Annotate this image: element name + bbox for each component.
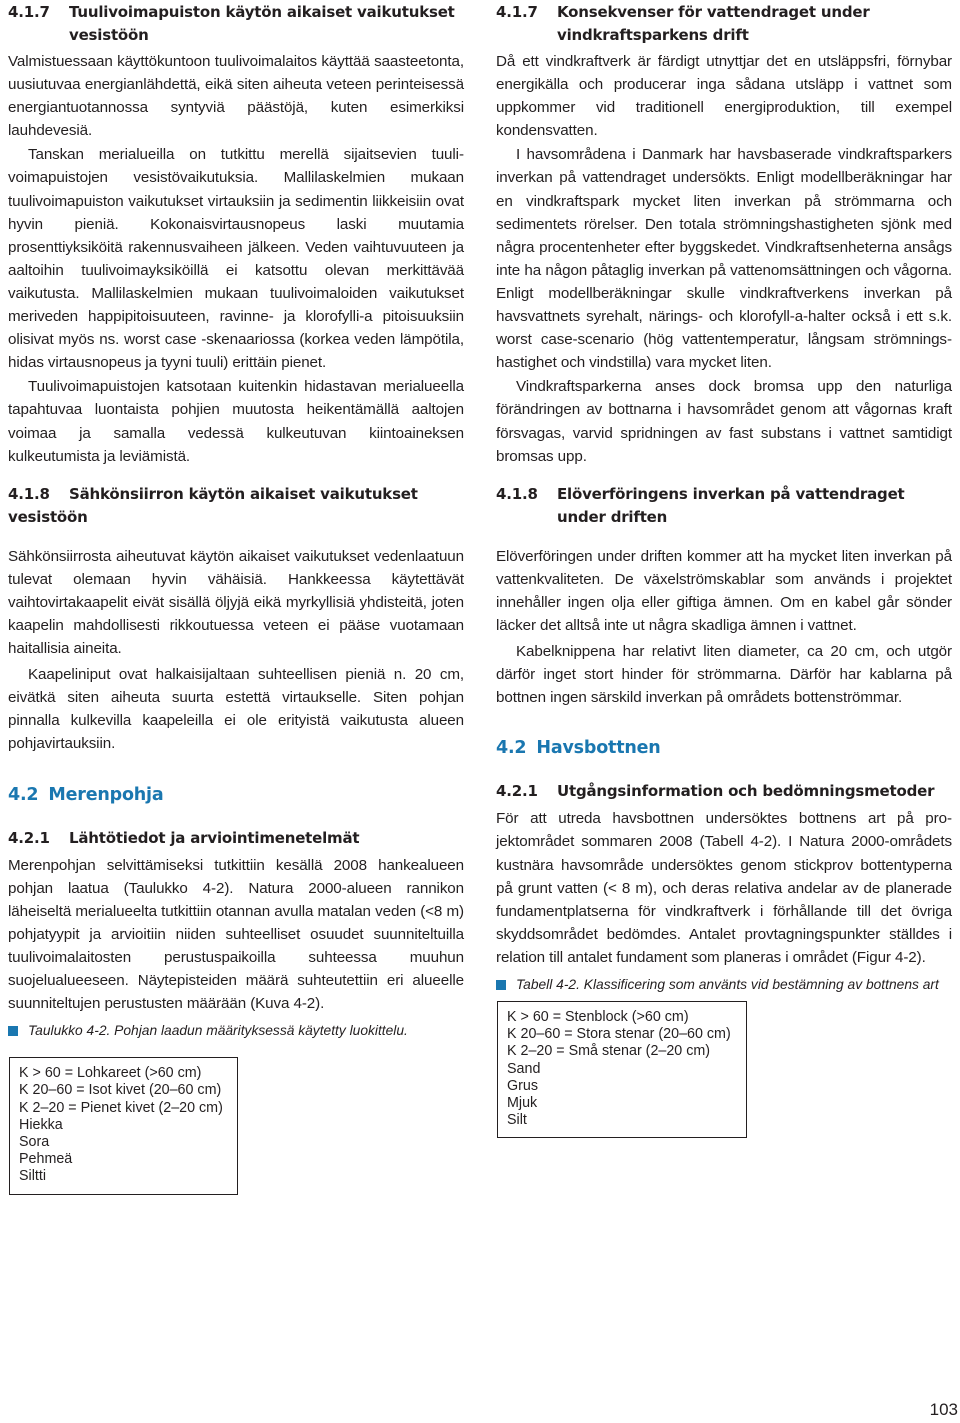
table-row: K 20–60 = Stora stenar (20–60 cm)	[507, 1026, 731, 1043]
square-bullet-icon	[496, 980, 506, 990]
section-heading-4-2-sv	[496, 736, 952, 760]
section-title: Lähtötiedot ja arviointimenetelmät	[69, 828, 360, 847]
paragraph: Kaapeliniput ovat halkaisijaltaan suhteellisen pieniä n. 20 cm, eivätkä siten aiheuta suurta estettä virtaukselle. Siten pohjan pinnalla kulkevilla kaapeleilla ei ole erityistä vaikutusta alueen pohjavirtauksiin.	[8, 666, 464, 753]
paragraph: I havsområdena i Danmark har havsbaserade vindkraftsparkers inverkan på vattendraget undersökts. Enligt modellberäkningar har en vindkraftspark mycket liten inverkan på strömmarna och sedimentets rörelser. Den totala strömningshastigheten sjönk med några procentenheter efter byggskedet. Vindkraftsenheterna ansågs inte ha någon påtaglig inverkan på vattenomsättningen och vågorna. Enligt modellberäkningar skulle vindkraftverkens inverkan på havsvattnets syrehalt, närings- och klorofyll-a-halter också i ett s.k. worst case-scenario (hög vattentemperatur, långsam strömningshastighet och vindstilla) vara mycket liten.	[496, 146, 952, 372]
paragraph: Då ett vindkraftverk är färdigt utnyttjar det en utsläppsfri, förnybar energikälla och producerar inga sådana utsläpp i vattnet som uppkommer vid traditionell energiproduktion, till exempel kondensvatten.	[496, 53, 952, 140]
table-row: Sora	[19, 1134, 50, 1150]
caption-text: Taulukko 4-2. Pohjan laadun määrityksessä käytetty luokittelu.	[28, 1023, 408, 1039]
table-row: K 2–20 = Pienet kivet (2–20 cm)	[19, 1099, 223, 1116]
classification-table	[9, 1057, 238, 1194]
classification-table	[497, 1001, 747, 1138]
finnish-column	[8, 0, 464, 1195]
section-heading-4-1-7-sv	[496, 1, 952, 47]
section-heading-4-1-7-fi	[8, 1, 464, 47]
section-heading-4-2-1-sv	[496, 780, 952, 803]
section-title: Sähkönsiirron käytön aikaiset vaikutukset vesistöön	[8, 484, 418, 526]
paragraph: Merenpohjan selvittämiseksi tutkittiin kesällä 2008 hankealueen pohjan laatua (Taulukko 4-2). Natura 2000-alueen rannikon läheiseltä merialueelta tutkittiin otannan avulla matalan veden (<8 m) pohjatyypit ja arvioitiin niiden suhteelliset osuudet suunniteltuilla tuulivoimalaitosten perustuspaikoilla suhteessa muuhun suojelualueeseen. Näytepisteiden määrä suhteutettiin eri alueelle suunniteltujen perustusten määrään (Kuva 4-2).	[8, 856, 464, 1013]
section-number: 4.1.8	[8, 484, 50, 503]
table-row: Grus	[507, 1077, 538, 1094]
table-row: K 20–60 = Isot kivet (20–60 cm)	[19, 1082, 222, 1099]
table-row: Siltti	[19, 1168, 47, 1185]
table-caption	[8, 1020, 464, 1042]
table-row: K > 60 = Lohkareet (>60 cm)	[19, 1065, 202, 1082]
section-heading-4-1-8-fi	[8, 483, 464, 529]
table-row: K > 60 = Stenblock (>60 cm)	[507, 1009, 689, 1025]
table-row: K 2–20 = Små stenar (2–20 cm)	[507, 1043, 711, 1060]
caption-text: Tabell 4-2. Klassificering som använts vid bestämning av bottnens art	[516, 977, 939, 992]
section-number: 4.2.1	[496, 782, 538, 801]
section-heading-4-2-fi	[8, 783, 464, 807]
section-title: Merenpohja	[48, 784, 164, 805]
paragraph: Vindkraftsparkerna anses dock bromsa upp den naturliga förändringen av bottnarna i havsområdet genom att vågornas kraft försvagas, varvid spridningen av fast substans i vattnet samtidigt bromsas upp.	[496, 378, 952, 465]
table-caption	[496, 974, 952, 996]
paragraph: Valmistuessaan käyttökuntoon tuulivoimalaitos käyttää saasteetonta, uusiutuvaa energianlähdettä, eikä siten aiheuta veteen perinteisessä energiantuotannossa syntyviä päästöjä, kuten esimerkiksi lauhdevesiä.	[8, 53, 464, 140]
paragraph: Elöverföringen under driften kommer att ha mycket liten inverkan på vattenkvaliteten. De växelströmskablar som används i projektet innehåller ingen olja eller giftiga ämnen. Om en kabel går sönder läcker det alltså inte ut några skadliga ämnen i vattnet.	[496, 547, 952, 634]
section-number: 4.1.8	[496, 484, 538, 503]
paragraph: Sähkönsiirrosta aiheutuvat käytön aikaiset vaikutukset vedenlaatuun tulevat olemaan hyvin vähäisiä. Hankkeessa käytettävät vaihtovirtakaapelit eivät sisällä öljyjä eikä myrkyllisiä yhdisteitä, joten kaapelin mahdollisesti rikkoutuessa veteen ei pääse vuotamaan haitallisia aineita.	[8, 547, 464, 658]
section-heading-4-2-1-fi	[8, 827, 464, 850]
section-title: Utgångsinformation och bedömningsmetoder	[557, 782, 935, 801]
paragraph: Tuulivoimapuistojen katsotaan kuitenkin hidastavan merialueella tapahtuvaa luontaista pohjien muutosta heikentämällä aaltojen voimaa ja samalla vedessä kulkeutuvan kiintoaineksen kulkeutumista ja leviämistä.	[8, 378, 464, 465]
table-row: Silt	[507, 1112, 527, 1129]
table-row: Hiekka	[19, 1116, 63, 1133]
square-bullet-icon	[8, 1026, 18, 1036]
table-row: Pehmeä	[19, 1151, 73, 1168]
section-number: 4.2	[496, 738, 527, 759]
table-row: Sand	[507, 1060, 541, 1077]
paragraph: Kabelknippena har relativt liten diameter, ca 20 cm, och utgör därför inget stort hinder för strömmarna. Därför har kablarna på bottnen ingen särskild inverkan på områdets bottenströmmar.	[496, 643, 952, 707]
section-number: 4.1.7	[496, 3, 538, 21]
section-heading-4-1-8-sv	[496, 483, 952, 529]
table-row: Mjuk	[507, 1095, 538, 1112]
section-title: Elöverföringens inverkan på vattendraget under driften	[557, 484, 905, 526]
swedish-column	[496, 0, 952, 1138]
section-number: 4.2.1	[8, 828, 50, 847]
section-title: Havsbottnen	[536, 738, 661, 759]
section-title: Konsekvenser för vattendraget under vindkraftsparkens drift	[557, 3, 870, 44]
page-number: 103	[929, 1400, 958, 1419]
paragraph: Tanskan merialueilla on tutkittu merellä sijaitsevien tuulivoimapuistojen vesistövaikutuksia. Mallilaskelmien mukaan tuulivoimapuiston vaikutukset virtauksiin ja sedimentin liikkeisiin ovat hyvin pieniä. Kokonaisvirtausnopeus laski muutamia prosenttiyksiköitä rakennusvaiheen jälkeen. Veden vaihtuvuuteen ja aaltoihin tuulivoimayksiköillä ei katsottu olevan merkittävää vaikutusta. Mallilaskelmien mukaan tuulivoimaloiden vaikutukset meriveden happipitoisuuteen, ravinne- ja klorofylli-a pitoisuuksiin olisivat myös ns. worst case -skenaariossa (korkea veden lämpötila, hidas virtausnopeus ja tyyni tuuli) erittäin pienet.	[8, 146, 464, 372]
paragraph: För att utreda havsbottnen undersöktes bottnens art på projektområdet sommaren 2008 (Tabell 4-2). I Natura 2000-områdets kustnära havsområde undersöktes genom stickprov bottentyperna på grunt vatten (< 8 m), och deras relativa andelar av de planerade fundamentplatserna för vindkraftverk i förhållande till det övriga skyddsområdet bedömdes. Antalet provtagningspunkter ställdes i relation till antalet fundament som planeras i området (Figur 4-2).	[496, 810, 952, 966]
section-title: Tuulivoimapuiston käytön aikaiset vaikutukset vesistöön	[69, 3, 455, 44]
section-number: 4.1.7	[8, 3, 50, 21]
section-number: 4.2	[8, 784, 39, 805]
